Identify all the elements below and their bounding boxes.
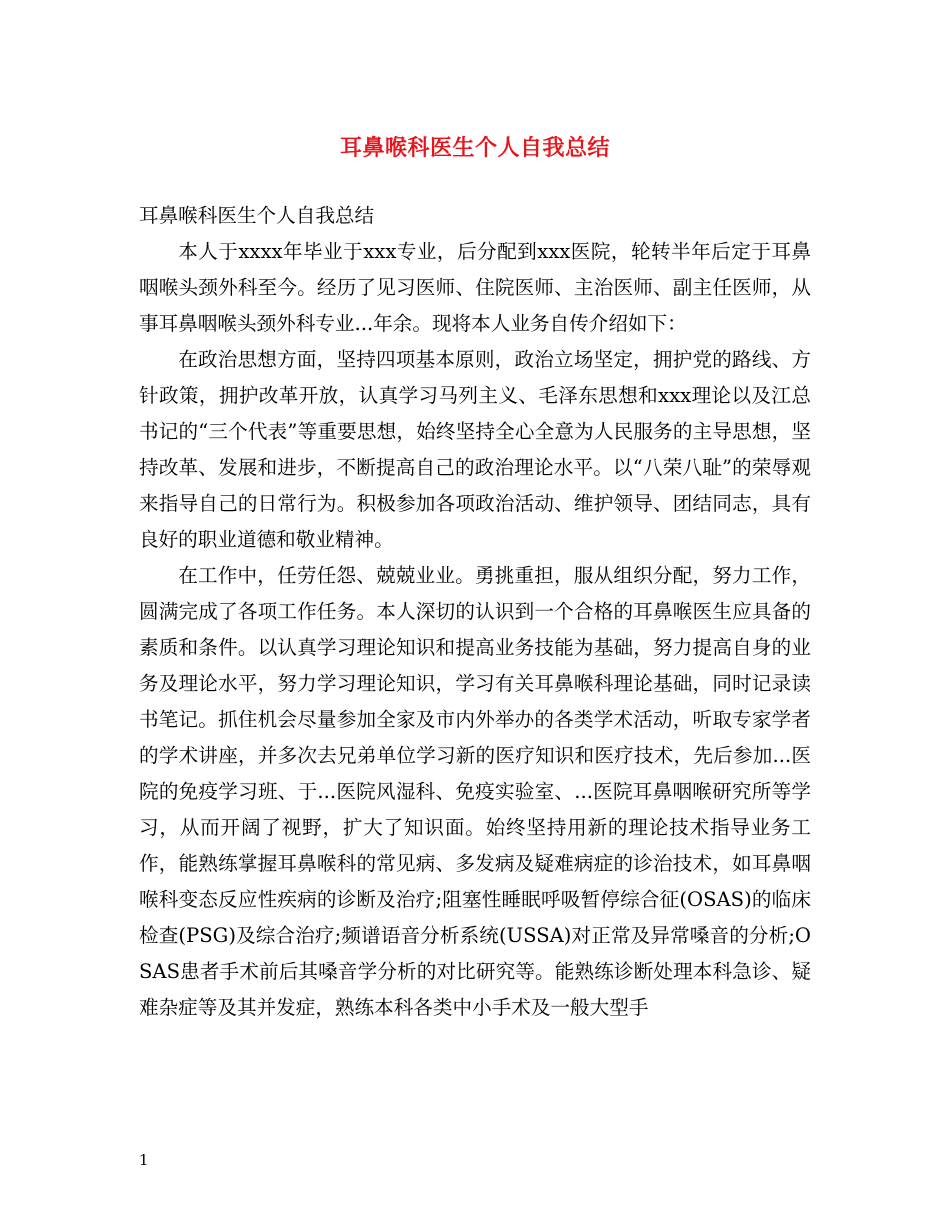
paragraph-intro: 本人于xxxx年毕业于xxx专业，后分配到xxx医院，轮转半年后定于耳鼻咽喉头颈外科至今。经历了见习医师、住院医师、主治医师、副主任医师，从事耳鼻咽喉头颈外科专业...年余。现将本人业务自传介绍如下： <box>139 240 811 335</box>
paragraph-work: 在工作中，任劳任怨、兢兢业业。勇挑重担，服从组织分配，努力工作，圆满完成了各项工作任务。本人深切的认识到一个合格的耳鼻喉医生应具备的素质和条件。以认真学习理论知识和提高业务技能为基础，努力提高自身的业务及理论水平，努力学习理论知识，学习有关耳鼻喉科理论基础，同时记录读书笔记。抓住机会尽量参加全家及市内外举办的各类学术活动，听取专家学者的学术讲座，并多次去兄弟单位学习新的医疗知识和医疗技术，先后参加...医院的免疫学习班、于...医院风湿科、免疫实验室、...医院耳鼻咽喉研究所等学习，从而开阔了视野，扩大了知识面。始终坚持用新的理论技术指导业务工作，能熟练掌握耳鼻喉科的常见病、多发病及疑难病症的诊治技术，如耳鼻咽喉科变态反应性疾病的诊断及治疗;阻塞性睡眠呼吸暂停综合征(OSAS)的临床检查(PSG)及综合治疗;频谱语音分析系统(USSA)对正常及异常嗓音的分析;OSAS患者手术前后其嗓音学分析的对比研究等。能熟练诊断处理本科急诊、疑难杂症等及其并发症，熟练本科各类中小手术及一般大型手 <box>139 564 811 1019</box>
document-body <box>139 198 811 1026</box>
page-number: 1 <box>139 1151 149 1169</box>
paragraph-heading: 耳鼻喉科医生个人自我总结 <box>139 204 375 227</box>
paragraph-political: 在政治思想方面，坚持四项基本原则，政治立场坚定，拥护党的路线、方针政策，拥护改革开放，认真学习马列主义、毛泽东思想和xxx理论以及江总书记的“三个代表”等重要思想，始终坚持全心全意为人民服务的主导思想，坚持改革、发展和进步，不断提高自己的政治理论水平。以“八荣八耻”的荣辱观来指导自己的日常行为。积极参加各项政治活动、维护领导、团结同志，具有良好的职业道德和敬业精神。 <box>139 348 811 551</box>
document-title: 耳鼻喉科医生个人自我总结 <box>339 135 610 161</box>
